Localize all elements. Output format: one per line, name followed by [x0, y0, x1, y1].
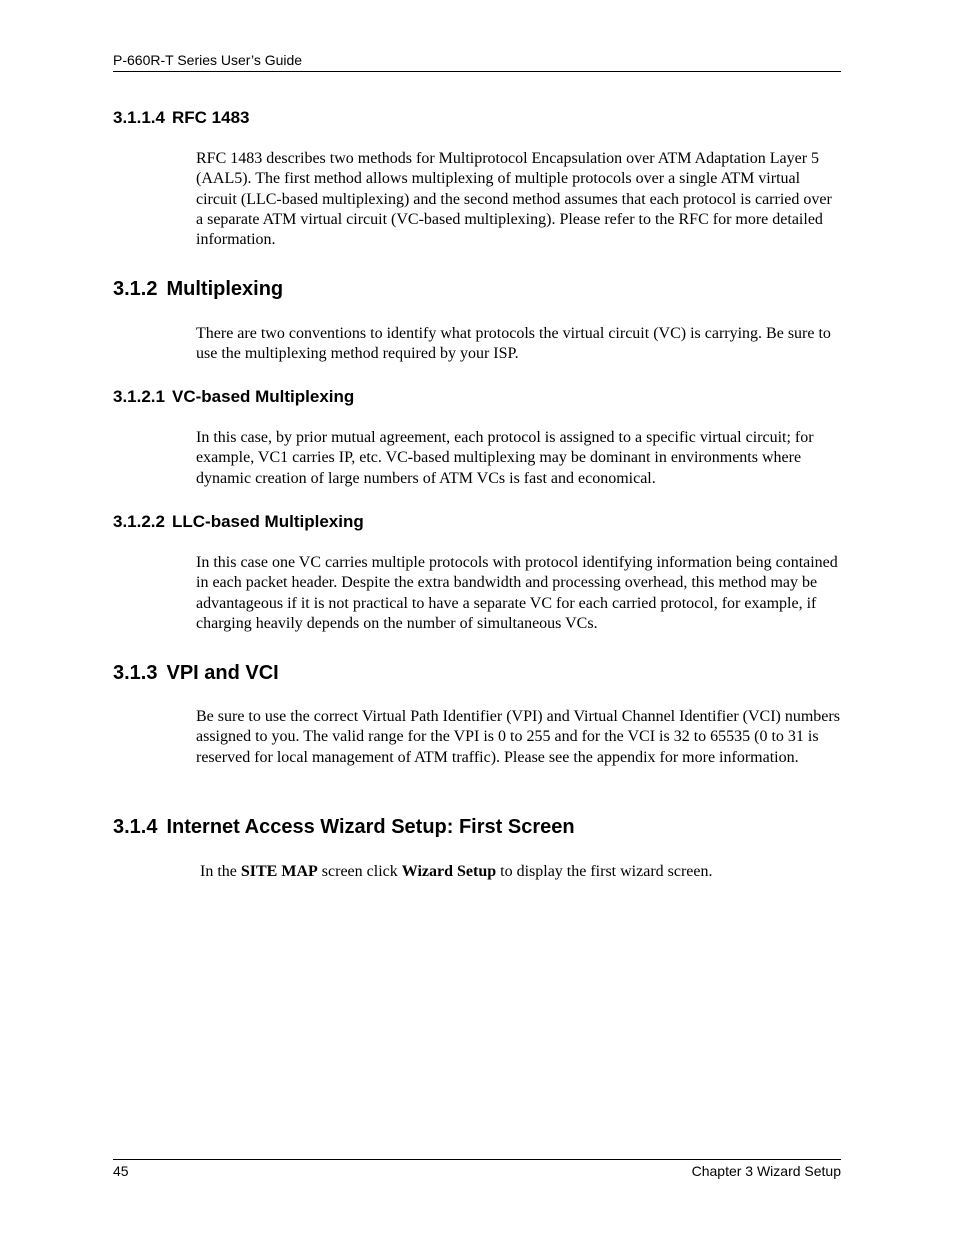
paragraph-multiplexing: There are two conventions to identify what protocols the virtual circuit (VC) is carrying. Be sure to use the multiplexing method required by your ISP. [196, 325, 831, 363]
paragraph-vpi-vci: Be sure to use the correct Virtual Path Identifier (VPI) and Virtual Channel Identifier (VCI) numbers assigned to you. The valid range for the VPI is 0 to 255 and for the VCI is 32 to 65535 (0 to 31 is reserved for local management of ATM traffic). Please see the appendix for more information. [196, 708, 840, 766]
heading-llc-based [113, 512, 364, 532]
heading-text: Internet Access Wizard Setup: First Screen [166, 816, 575, 838]
heading-text: VPI and VCI [166, 662, 279, 684]
paragraph-rfc1483: RFC 1483 describes two methods for Multiprotocol Encapsulation over ATM Adaptation Layer 5 (AAL5). The first method allows multiplexing of multiple protocols over a single ATM virtual circuit (LLC-based multiplexing) and the second method assumes that each protocol is carried over a separate ATM virtual circuit (VC-based multiplexing). Please refer to the RFC for more detailed information. [196, 150, 832, 249]
heading-multiplexing [113, 277, 283, 301]
paragraph-llc-based: In this case one VC carries multiple protocols with protocol identifying information being contained in each packet header. Despite the extra bandwidth and processing overhead, this method may be advantageous if it is not practical to have a separate VC for each carried protocol, for example, if charging heavily depends on the number of simultaneous VCs. [196, 554, 838, 632]
paragraph-wizard-first-screen [200, 862, 845, 882]
heading-text: LLC-based Multiplexing [172, 512, 364, 531]
header-title: P-660R-T Series User’s Guide [113, 52, 303, 68]
heading-number: 3.1.2.1 [113, 387, 165, 406]
running-header [113, 51, 841, 72]
running-footer [113, 1159, 841, 1180]
heading-number: 3.1.3 [113, 662, 158, 684]
heading-number: 3.1.2 [113, 278, 158, 300]
heading-number: 3.1.2.2 [113, 512, 165, 531]
site-map-term: SITE MAP [240, 863, 318, 880]
chapter-title: Chapter 3 Wizard Setup [691, 1163, 841, 1179]
heading-number: 3.1.4 [113, 816, 158, 838]
heading-text: VC-based Multiplexing [172, 387, 355, 406]
text-run: In the [200, 863, 241, 880]
heading-wizard-first-screen [113, 815, 575, 839]
text-run: to display the first wizard screen. [496, 863, 713, 880]
page-number: 45 [113, 1163, 129, 1179]
heading-number: 3.1.1.4 [113, 108, 165, 127]
wizard-setup-term: Wizard Setup [401, 863, 497, 880]
paragraph-vc-based: In this case, by prior mutual agreement, each protocol is assigned to a specific virtual circuit; for example, VC1 carries IP, etc. VC-based multiplexing may be dominant in environments where dynamic creation of large numbers of ATM VCs is fast and economical. [196, 429, 814, 487]
heading-text: Multiplexing [166, 278, 284, 300]
heading-vpi-vci [113, 661, 279, 685]
heading-text: RFC 1483 [172, 108, 250, 127]
heading-rfc1483 [113, 108, 249, 128]
text-run: screen click [317, 863, 402, 880]
heading-vc-based [113, 387, 354, 407]
